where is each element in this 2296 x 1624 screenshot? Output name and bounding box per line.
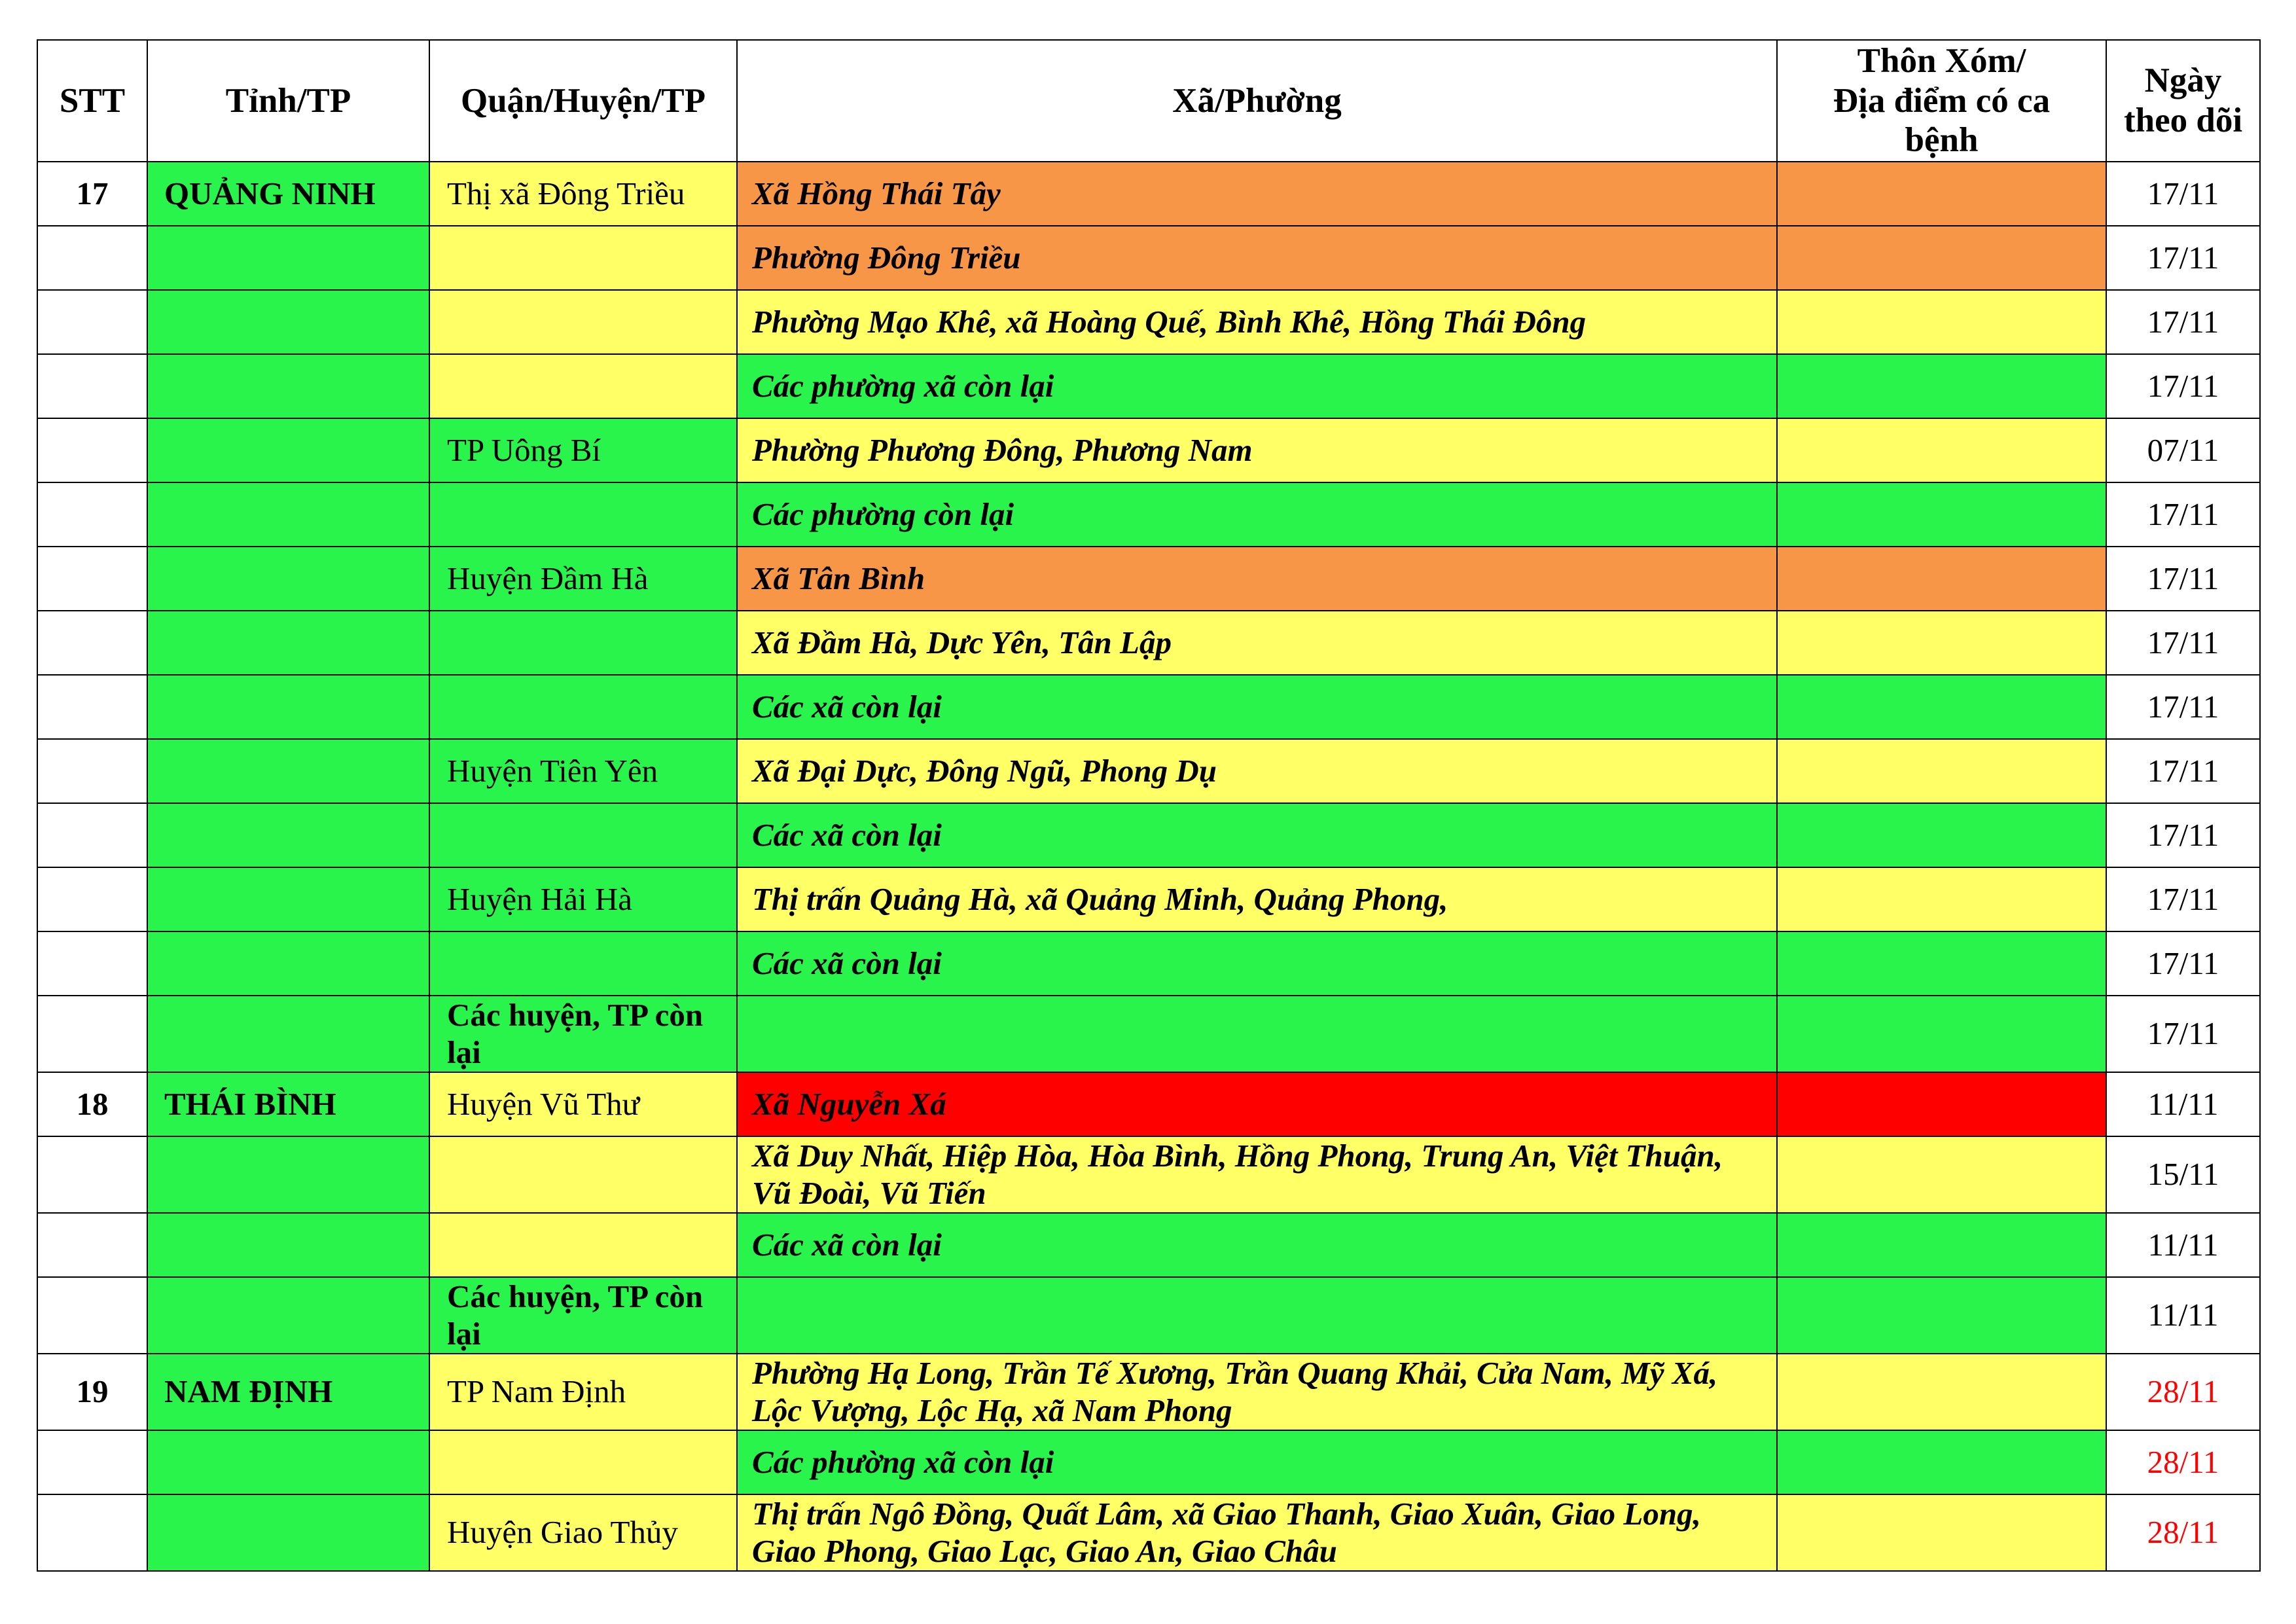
- ward-cell: Xã Duy Nhất, Hiệp Hòa, Hòa Bình, Hồng Phong, Trung An, Việt Thuận, Vũ Đoài, Vũ Tiến: [737, 1136, 1777, 1213]
- ward-cell: Các phường xã còn lại: [737, 1430, 1777, 1494]
- stt-cell: [37, 1494, 147, 1571]
- district-cell: [429, 226, 737, 290]
- hamlet-cell: [1777, 1430, 2106, 1494]
- district-cell: [429, 1136, 737, 1213]
- date-cell: 17/11: [2106, 354, 2260, 418]
- table-row: [37, 867, 2260, 931]
- stt-cell: [37, 675, 147, 739]
- table-row: [37, 418, 2260, 482]
- stt-cell: [37, 290, 147, 354]
- district-cell: [429, 803, 737, 867]
- stt-cell: [37, 354, 147, 418]
- ward-cell: Các phường còn lại: [737, 482, 1777, 547]
- province-cell: [147, 675, 429, 739]
- table-row: [37, 996, 2260, 1072]
- ward-cell: Xã Nguyễn Xá: [737, 1072, 1777, 1136]
- table-row: [37, 1072, 2260, 1136]
- ward-cell: Thị trấn Quảng Hà, xã Quảng Minh, Quảng Phong,: [737, 867, 1777, 931]
- hamlet-cell: [1777, 675, 2106, 739]
- province-cell: [147, 1136, 429, 1213]
- district-cell: [429, 675, 737, 739]
- stt-cell: [37, 867, 147, 931]
- stt-cell: [37, 418, 147, 482]
- stt-cell: 19: [37, 1354, 147, 1430]
- district-cell: [429, 611, 737, 675]
- district-cell: [429, 1213, 737, 1277]
- hamlet-cell: [1777, 931, 2106, 996]
- header-date: Ngày theo dõi: [2106, 40, 2260, 162]
- hamlet-cell: [1777, 547, 2106, 611]
- date-cell: 17/11: [2106, 611, 2260, 675]
- province-cell: QUẢNG NINH: [147, 162, 429, 226]
- district-cell: [429, 482, 737, 547]
- stt-cell: 17: [37, 162, 147, 226]
- province-cell: [147, 482, 429, 547]
- hamlet-cell: [1777, 1277, 2106, 1354]
- province-cell: [147, 1430, 429, 1494]
- header-row: [37, 40, 2260, 162]
- province-cell: [147, 996, 429, 1072]
- province-cell: [147, 1494, 429, 1571]
- district-cell: [429, 290, 737, 354]
- header-stt: STT: [37, 40, 147, 162]
- district-cell: TP Uông Bí: [429, 418, 737, 482]
- stt-cell: [37, 1213, 147, 1277]
- hamlet-cell: [1777, 162, 2106, 226]
- table-row: [37, 226, 2260, 290]
- province-cell: [147, 290, 429, 354]
- table-row: [37, 611, 2260, 675]
- risk-area-table: [37, 39, 2261, 1572]
- ward-cell: [737, 996, 1777, 1072]
- province-cell: [147, 547, 429, 611]
- ward-cell: Phường Mạo Khê, xã Hoàng Quế, Bình Khê, Hồng Thái Đông: [737, 290, 1777, 354]
- province-cell: [147, 803, 429, 867]
- date-cell: 28/11: [2106, 1494, 2260, 1571]
- date-cell: 17/11: [2106, 547, 2260, 611]
- district-cell: [429, 1430, 737, 1494]
- ward-cell: Phường Phương Đông, Phương Nam: [737, 418, 1777, 482]
- table-row: [37, 739, 2260, 803]
- province-cell: [147, 1213, 429, 1277]
- district-cell: Huyện Giao Thủy: [429, 1494, 737, 1571]
- hamlet-cell: [1777, 1213, 2106, 1277]
- district-cell: TP Nam Định: [429, 1354, 737, 1430]
- ward-cell: Xã Hồng Thái Tây: [737, 162, 1777, 226]
- hamlet-cell: [1777, 354, 2106, 418]
- province-cell: [147, 611, 429, 675]
- table-row: [37, 1494, 2260, 1571]
- date-cell: 17/11: [2106, 867, 2260, 931]
- date-cell: 07/11: [2106, 418, 2260, 482]
- district-cell: Huyện Hải Hà: [429, 867, 737, 931]
- date-cell: 17/11: [2106, 739, 2260, 803]
- hamlet-cell: [1777, 290, 2106, 354]
- ward-cell: Phường Đông Triều: [737, 226, 1777, 290]
- district-cell: Huyện Đầm Hà: [429, 547, 737, 611]
- district-cell: Thị xã Đông Triều: [429, 162, 737, 226]
- hamlet-cell: [1777, 482, 2106, 547]
- table-row: [37, 162, 2260, 226]
- hamlet-cell: [1777, 996, 2106, 1072]
- date-cell: 17/11: [2106, 675, 2260, 739]
- table-row: [37, 1354, 2260, 1430]
- stt-cell: [37, 1430, 147, 1494]
- table-row: [37, 482, 2260, 547]
- district-cell: Các huyện, TP còn lại: [429, 1277, 737, 1354]
- date-cell: 17/11: [2106, 226, 2260, 290]
- stt-cell: [37, 1277, 147, 1354]
- district-cell: Huyện Vũ Thư: [429, 1072, 737, 1136]
- table-row: [37, 675, 2260, 739]
- ward-cell: Phường Hạ Long, Trần Tế Xương, Trần Quang Khải, Cửa Nam, Mỹ Xá, Lộc Vượng, Lộc Hạ, xã Nam Phong: [737, 1354, 1777, 1430]
- ward-cell: Xã Đại Dực, Đông Ngũ, Phong Dụ: [737, 739, 1777, 803]
- date-cell: 28/11: [2106, 1354, 2260, 1430]
- ward-cell: Các phường xã còn lại: [737, 354, 1777, 418]
- stt-cell: [37, 1136, 147, 1213]
- ward-cell: Xã Đầm Hà, Dực Yên, Tân Lập: [737, 611, 1777, 675]
- hamlet-cell: [1777, 1136, 2106, 1213]
- date-cell: 11/11: [2106, 1277, 2260, 1354]
- table-row: [37, 290, 2260, 354]
- date-cell: 11/11: [2106, 1072, 2260, 1136]
- header-province: Tỉnh/TP: [147, 40, 429, 162]
- header-hamlet: Thôn Xóm/ Địa điểm có ca bệnh: [1777, 40, 2106, 162]
- table-row: [37, 547, 2260, 611]
- stt-cell: 18: [37, 1072, 147, 1136]
- table-row: [37, 1277, 2260, 1354]
- date-cell: 11/11: [2106, 1213, 2260, 1277]
- province-cell: [147, 226, 429, 290]
- ward-cell: Các xã còn lại: [737, 803, 1777, 867]
- date-cell: 17/11: [2106, 162, 2260, 226]
- province-cell: [147, 418, 429, 482]
- hamlet-cell: [1777, 611, 2106, 675]
- header-ward: Xã/Phường: [737, 40, 1777, 162]
- table-row: [37, 354, 2260, 418]
- date-cell: 17/11: [2106, 931, 2260, 996]
- province-cell: [147, 739, 429, 803]
- province-cell: [147, 931, 429, 996]
- ward-cell: Xã Tân Bình: [737, 547, 1777, 611]
- stt-cell: [37, 931, 147, 996]
- table-row: [37, 1213, 2260, 1277]
- hamlet-cell: [1777, 867, 2106, 931]
- date-cell: 17/11: [2106, 482, 2260, 547]
- stt-cell: [37, 739, 147, 803]
- district-cell: [429, 354, 737, 418]
- hamlet-cell: [1777, 418, 2106, 482]
- ward-cell: Các xã còn lại: [737, 1213, 1777, 1277]
- table-row: [37, 1136, 2260, 1213]
- header-district: Quận/Huyện/TP: [429, 40, 737, 162]
- hamlet-cell: [1777, 739, 2106, 803]
- province-cell: [147, 867, 429, 931]
- date-cell: 17/11: [2106, 290, 2260, 354]
- district-cell: Các huyện, TP còn lại: [429, 996, 737, 1072]
- hamlet-cell: [1777, 1354, 2106, 1430]
- hamlet-cell: [1777, 803, 2106, 867]
- hamlet-cell: [1777, 226, 2106, 290]
- stt-cell: [37, 482, 147, 547]
- stt-cell: [37, 611, 147, 675]
- province-cell: THÁI BÌNH: [147, 1072, 429, 1136]
- ward-cell: Các xã còn lại: [737, 931, 1777, 996]
- date-cell: 28/11: [2106, 1430, 2260, 1494]
- ward-cell: [737, 1277, 1777, 1354]
- date-cell: 15/11: [2106, 1136, 2260, 1213]
- stt-cell: [37, 547, 147, 611]
- province-cell: NAM ĐỊNH: [147, 1354, 429, 1430]
- district-cell: [429, 931, 737, 996]
- stt-cell: [37, 226, 147, 290]
- table-row: [37, 931, 2260, 996]
- ward-cell: Các xã còn lại: [737, 675, 1777, 739]
- hamlet-cell: [1777, 1072, 2106, 1136]
- date-cell: 17/11: [2106, 996, 2260, 1072]
- table-row: [37, 803, 2260, 867]
- stt-cell: [37, 803, 147, 867]
- table-row: [37, 1430, 2260, 1494]
- stt-cell: [37, 996, 147, 1072]
- province-cell: [147, 1277, 429, 1354]
- hamlet-cell: [1777, 1494, 2106, 1571]
- province-cell: [147, 354, 429, 418]
- ward-cell: Thị trấn Ngô Đồng, Quất Lâm, xã Giao Thanh, Giao Xuân, Giao Long, Giao Phong, Giao Lạc, Giao An, Giao Châu: [737, 1494, 1777, 1571]
- date-cell: 17/11: [2106, 803, 2260, 867]
- district-cell: Huyện Tiên Yên: [429, 739, 737, 803]
